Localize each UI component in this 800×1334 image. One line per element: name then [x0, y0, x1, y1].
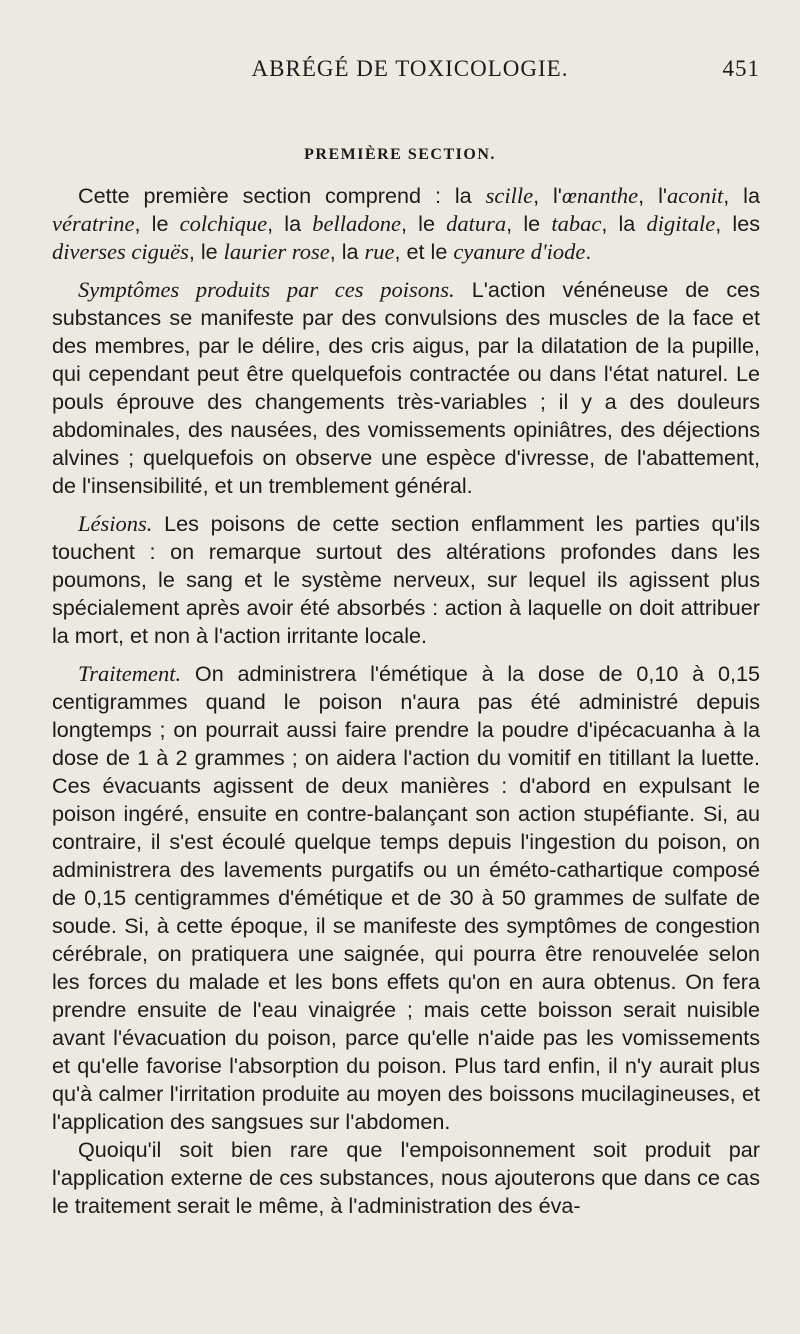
text-run: , le: [401, 211, 447, 236]
body-text: [52, 182, 760, 1230]
italic-term: cyanure d'iode: [453, 239, 586, 264]
italic-term: Lésions.: [78, 511, 153, 536]
text-run: , le: [506, 211, 552, 236]
text-run: , la: [723, 183, 760, 208]
paragraph-symptoms: [52, 276, 760, 500]
italic-term: Symptômes produits par ces poisons.: [78, 277, 455, 302]
italic-term: œnanthe: [561, 183, 639, 208]
section-title: PREMIÈRE SECTION.: [304, 146, 496, 163]
text-run: , le: [188, 239, 224, 264]
text-run: .: [585, 239, 592, 264]
text-run: , et le: [394, 239, 454, 264]
paragraph-treatment: [52, 660, 760, 1136]
italic-term: colchique: [179, 211, 268, 236]
text-run: , la: [267, 211, 313, 236]
running-title: ABRÉGÉ DE TOXICOLOGIE.: [251, 56, 569, 81]
running-head: [60, 56, 760, 86]
italic-term: aconit: [667, 183, 724, 208]
text-run: Cette première section comprend : la: [78, 183, 486, 208]
text-run: , les: [715, 211, 761, 236]
text-run: Les poisons de cette section enflamment les parties qu'ils touchent : on remarque surtout des altérations profondes dans les poumons, le sang et le système nerveux, sur lequel ils agissent plus spécialement après avoir été absorbés : action à laquelle on doit attribuer la mort, et non à l'action irritante locale.: [52, 511, 760, 648]
text-run: , l': [533, 183, 562, 208]
paragraph-external-application: [52, 1136, 760, 1220]
italic-term: rue: [364, 239, 395, 264]
italic-term: scille: [485, 183, 534, 208]
page-number: 451: [722, 56, 760, 81]
text-run: L'action vénéneuse de ces substances se manifeste par des convulsions des muscles de la face et des membres, par le délire, des cris aigus, par la dilatation de la pupille, qui cependant peut être quelquefois contractée ou dans l'état naturel. Le pouls éprouve des changements très-variables ; il y a des douleurs abdominales, des nausées, des vomissements opiniâtres, des déjections alvines ; quelquefois on observe une espèce d'ivresse, de l'abattement, de l'insensibilité, et un tremblement général.: [52, 277, 760, 498]
italic-term: belladone: [312, 211, 401, 236]
italic-term: digitale: [646, 211, 716, 236]
italic-term: vératrine: [52, 211, 135, 236]
paragraph-lesions: [52, 510, 760, 650]
italic-term: diverses ciguës: [52, 239, 189, 264]
text-run: , le: [134, 211, 180, 236]
italic-term: tabac: [551, 211, 602, 236]
text-run: Quoiqu'il soit bien rare que l'empoisonnement soit produit par l'application externe de ces substances, nous ajouterons que dans ce cas le traitement serait le même, à l'administration des éva-: [52, 1137, 760, 1218]
paragraph-substances-list: [52, 182, 760, 266]
text-run: On administrera l'émétique à la dose de 0,10 à 0,15 centigrammes quand le poison n'aura pas été administré depuis longtemps ; on pourrait aussi faire prendre la poudre d'ipécacuanha à la dose de 1 à 2 grammes ; on aidera l'action du vomitif en titillant la luette. Ces évacuants agissent de deux manières : d'abord en expulsant le poison ingéré, ensuite en contre-balançant son action stupéfiante. Si, au contraire, il s'est écoulé quelque temps depuis l'ingestion du poison, on administrera des lavements purgatifs ou un éméto-cathartique composé de 0,15 centigrammes d'émétique et de 30 à 50 grammes de sulfate de soude. Si, à cette époque, il se manifeste des symptômes de congestion cérébrale, on pratiquera une saignée, qui pourra être renouvelée selon les forces du malade et les bons effets qu'on en aura obtenus. On fera prendre ensuite de l'eau vinaigrée ; mais cette boisson serait nuisible avant l'évacuation du poison, parce qu'elle n'aide pas les vomissements et qu'elle favorise l'absorption du poison. Plus tard enfin, il n'y aurait plus qu'à calmer l'irritation produite au moyen des boissons mucilagineuses, et l'application des sangsues sur l'abdomen.: [52, 661, 760, 1134]
text-run: , la: [329, 239, 365, 264]
text-run: , l': [638, 183, 668, 208]
italic-term: datura: [446, 211, 507, 236]
italic-term: laurier rose: [223, 239, 330, 264]
text-run: , la: [601, 211, 647, 236]
italic-term: Traitement.: [78, 661, 182, 686]
